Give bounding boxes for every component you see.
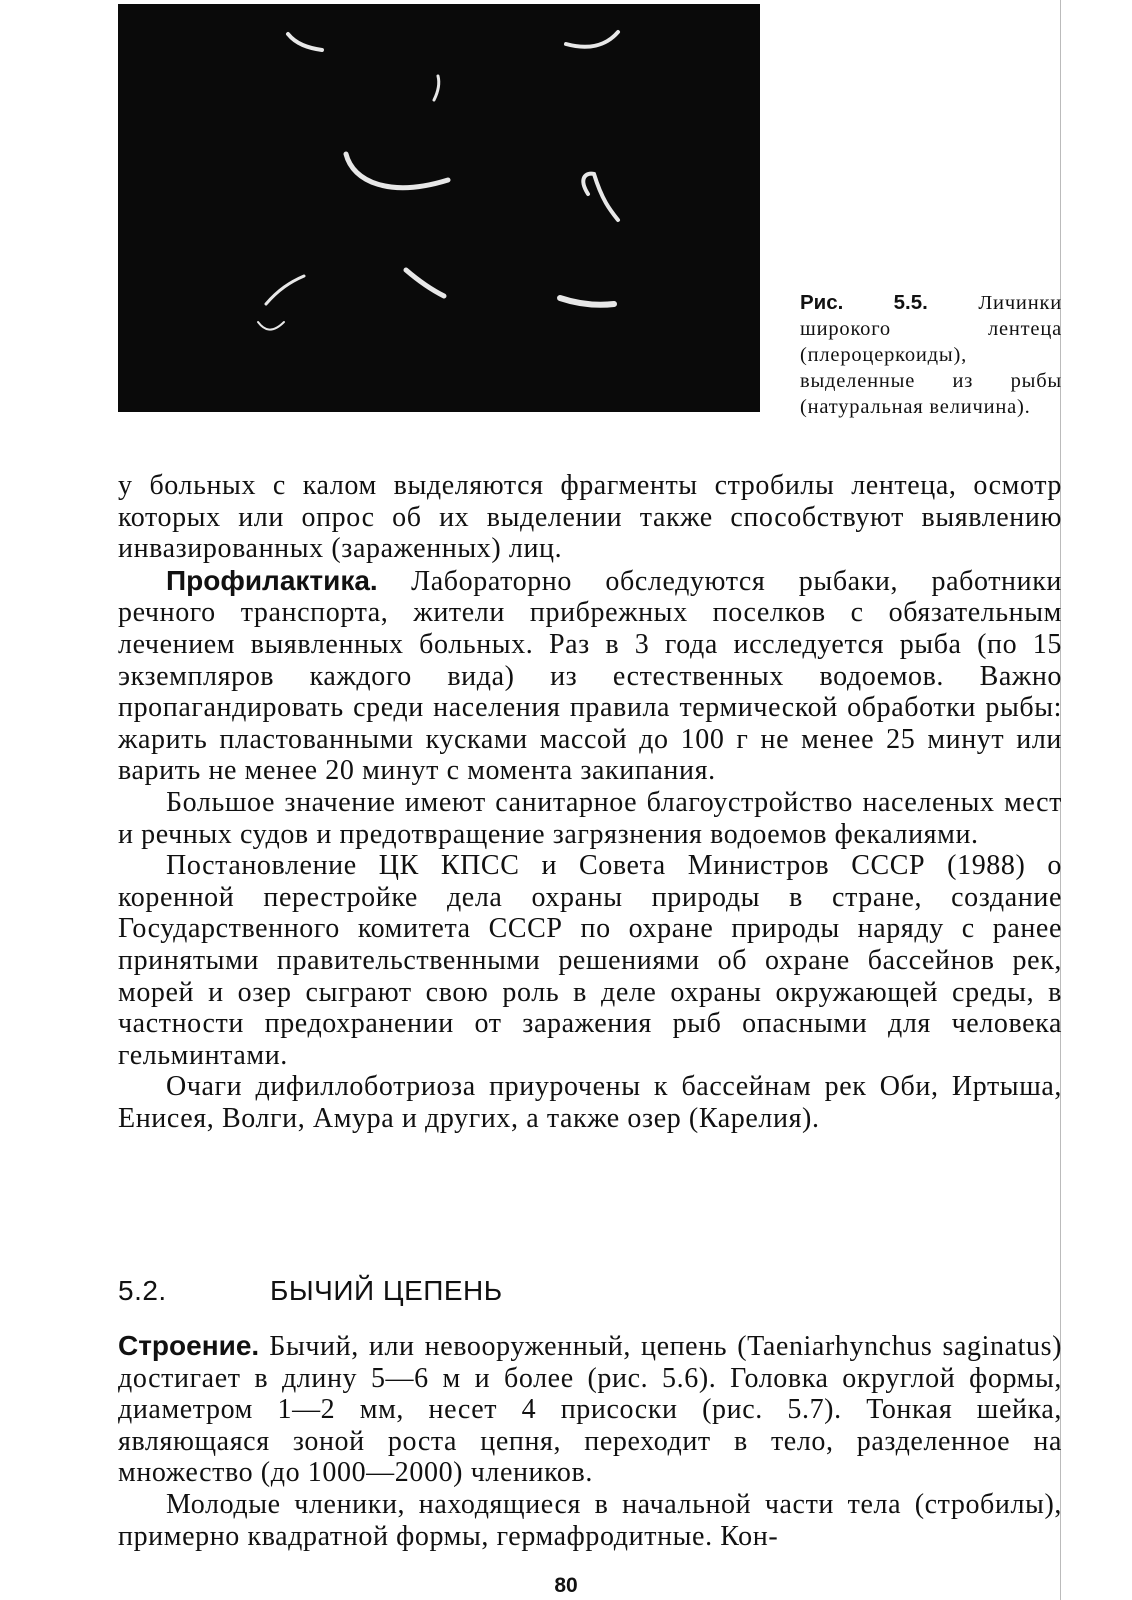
paragraph-structure (118, 1330, 1062, 1489)
paragraph-lead: Строение. (118, 1330, 260, 1361)
larvae-photo (118, 4, 760, 412)
figure-caption-text: Личинки широкого лентеца (плероцеркоиды), выделенные из рыбы (натуральная величина). (800, 292, 1062, 418)
figure-caption (800, 290, 1062, 420)
paragraph-lead: Профилактика. (166, 564, 378, 596)
body-text-bottom (118, 1330, 1062, 1552)
paragraph: у больных с калом выделяются фрагменты стробилы лентеца, осмотр которых или опрос об их выделении также способствуют выявлению инвазированных (зараженных) лиц. (118, 470, 1062, 565)
paragraph: Молодые членики, находящиеся в начальной части тела (стробилы), примерно квадратной формы, гермафродитные. Кон- (118, 1488, 1062, 1552)
figure-label: Рис. 5.5. (800, 291, 928, 314)
section-title: БЫЧИЙ ЦЕПЕНЬ (270, 1275, 503, 1306)
paragraph-text: Лабораторно обследуются рыбаки, работники речного транспорта, жители прибрежных поселков с обязательным лечением выявленных больных. Раз в 3 года исследуется рыба (по 15 экземпляров каждого вида) из естественных водоемов. Важно пропагандировать среди населения правила термической обработки рыбы: жарить пластованными кусками массой до 100 г не менее 25 минут или варить не менее 20 минут с момента закипания. (118, 565, 1063, 787)
section-heading (118, 1275, 503, 1307)
paragraph-prophylaxis (118, 565, 1062, 787)
page-number: 80 (554, 1574, 578, 1597)
paragraph: Очаги дифиллоботриоза приурочены к бассейнам рек Оби, Иртыша, Енисея, Волги, Амура и других, а также озер (Карелия). (118, 1071, 1062, 1134)
larvae-photo-image (118, 4, 760, 412)
paragraph-text: Бычий, или невооруженный, цепень (Taeniarhynchus saginatus) достигает в длину 5—6 м и более (рис. 5.6). Головка округлой формы, диаметром 1—2 мм, несет 4 присоски (рис. 5.7). Тонкая шейка, являющаяся зоной роста цепня, переходит в тело, разделенное на множество (до 1000—2000) члеников. (118, 1331, 1062, 1489)
paragraph: Большое значение имеют санитарное благоустройство населеных мест и речных судов и предотвращение загрязнения водоемов фекалиями. (118, 786, 1062, 850)
body-text-top (118, 470, 1062, 1134)
paragraph: Постановление ЦК КПСС и Совета Министров СССР (1988) о коренной перестройке дела охраны природы в стране, создание Государственного комитета СССР по охране природы наряду с ранее принятыми правительственными решениями об охране бассейнов рек, морей и озер сыграют свою роль в деле охраны окружающей среды, в частности предохранении от заражения рыб опасными для человека гельминтами. (118, 850, 1062, 1071)
section-number: 5.2. (118, 1275, 167, 1306)
